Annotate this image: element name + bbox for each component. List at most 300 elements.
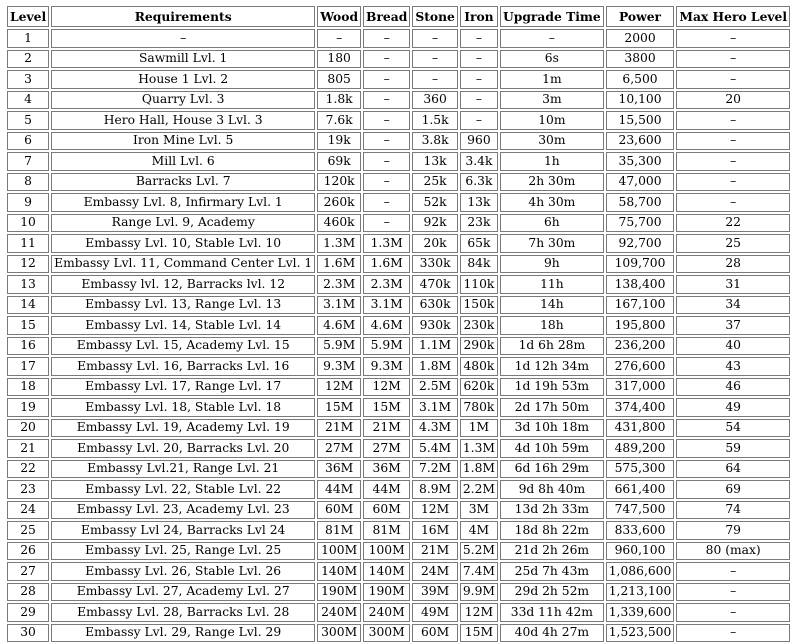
cell-requirements: Embassy Lvl. 28, Barracks Lvl. 28 bbox=[51, 603, 315, 622]
cell-iron: 9.9M bbox=[460, 583, 498, 602]
cell-requirements: Embassy Lvl. 25, Range Lvl. 25 bbox=[51, 542, 315, 561]
cell-power: 6,500 bbox=[606, 70, 675, 89]
cell-max-hero-level: 31 bbox=[676, 275, 790, 294]
cell-level: 26 bbox=[7, 542, 49, 561]
cell-max-hero-level: – bbox=[676, 132, 790, 151]
cell-iron: 110k bbox=[460, 275, 498, 294]
cell-requirements: Quarry Lvl. 3 bbox=[51, 91, 315, 110]
cell-iron: 12M bbox=[460, 603, 498, 622]
cell-max-hero-level: – bbox=[676, 624, 790, 643]
cell-stone: – bbox=[412, 29, 458, 48]
cell-iron: 780k bbox=[460, 398, 498, 417]
cell-stone: 630k bbox=[412, 296, 458, 315]
cell-max-hero-level: 59 bbox=[676, 439, 790, 458]
cell-iron: 3M bbox=[460, 501, 498, 520]
cell-requirements: Iron Mine Lvl. 5 bbox=[51, 132, 315, 151]
cell-upgrade-time: 13d 2h 33m bbox=[500, 501, 604, 520]
cell-wood: 7.6k bbox=[317, 111, 361, 130]
cell-power: 833,600 bbox=[606, 521, 675, 540]
cell-power: 276,600 bbox=[606, 357, 675, 376]
cell-iron: 1.3M bbox=[460, 439, 498, 458]
cell-level: 27 bbox=[7, 562, 49, 581]
cell-bread: 81M bbox=[363, 521, 410, 540]
cell-level: 16 bbox=[7, 337, 49, 356]
table-row bbox=[7, 521, 790, 540]
cell-level: 21 bbox=[7, 439, 49, 458]
cell-iron: 3.4k bbox=[460, 152, 498, 171]
cell-max-hero-level: 79 bbox=[676, 521, 790, 540]
cell-stone: 20k bbox=[412, 234, 458, 253]
cell-level: 5 bbox=[7, 111, 49, 130]
cell-bread: 5.9M bbox=[363, 337, 410, 356]
cell-bread: – bbox=[363, 152, 410, 171]
cell-wood: 27M bbox=[317, 439, 361, 458]
cell-max-hero-level: 54 bbox=[676, 419, 790, 438]
cell-upgrade-time: 3d 10h 18m bbox=[500, 419, 604, 438]
cell-wood: 240M bbox=[317, 603, 361, 622]
cell-level: 7 bbox=[7, 152, 49, 171]
cell-upgrade-time: 40d 4h 27m bbox=[500, 624, 604, 643]
cell-level: 12 bbox=[7, 255, 49, 274]
cell-stone: 24M bbox=[412, 562, 458, 581]
cell-wood: 1.8k bbox=[317, 91, 361, 110]
cell-bread: 36M bbox=[363, 460, 410, 479]
cell-stone: 16M bbox=[412, 521, 458, 540]
cell-iron: 2.2M bbox=[460, 480, 498, 499]
cell-stone: 360 bbox=[412, 91, 458, 110]
cell-stone: 13k bbox=[412, 152, 458, 171]
cell-max-hero-level: 46 bbox=[676, 378, 790, 397]
cell-power: 374,400 bbox=[606, 398, 675, 417]
cell-iron: – bbox=[460, 29, 498, 48]
cell-power: 489,200 bbox=[606, 439, 675, 458]
cell-level: 20 bbox=[7, 419, 49, 438]
cell-bread: 21M bbox=[363, 419, 410, 438]
cell-upgrade-time: 10m bbox=[500, 111, 604, 130]
cell-stone: 1.8M bbox=[412, 357, 458, 376]
cell-max-hero-level: 74 bbox=[676, 501, 790, 520]
cell-upgrade-time: 14h bbox=[500, 296, 604, 315]
cell-power: 75,700 bbox=[606, 214, 675, 233]
cell-upgrade-time: 2d 17h 50m bbox=[500, 398, 604, 417]
cell-requirements: Sawmill Lvl. 1 bbox=[51, 50, 315, 69]
cell-power: 2000 bbox=[606, 29, 675, 48]
cell-stone: 330k bbox=[412, 255, 458, 274]
cell-upgrade-time: – bbox=[500, 29, 604, 48]
cell-level: 23 bbox=[7, 480, 49, 499]
table-row bbox=[7, 480, 790, 499]
cell-wood: 1.6M bbox=[317, 255, 361, 274]
cell-wood: 260k bbox=[317, 193, 361, 212]
cell-iron: 5.2M bbox=[460, 542, 498, 561]
cell-iron: 23k bbox=[460, 214, 498, 233]
table-row bbox=[7, 439, 790, 458]
cell-iron: – bbox=[460, 91, 498, 110]
cell-requirements: Embassy lvl. 12, Barracks lvl. 12 bbox=[51, 275, 315, 294]
cell-stone: 1.5k bbox=[412, 111, 458, 130]
cell-max-hero-level: 69 bbox=[676, 480, 790, 499]
cell-power: 167,100 bbox=[606, 296, 675, 315]
cell-bread: – bbox=[363, 111, 410, 130]
cell-iron: 65k bbox=[460, 234, 498, 253]
cell-upgrade-time: 4d 10h 59m bbox=[500, 439, 604, 458]
cell-bread: – bbox=[363, 91, 410, 110]
cell-requirements: Embassy Lvl. 27, Academy Lvl. 27 bbox=[51, 583, 315, 602]
cell-bread: 240M bbox=[363, 603, 410, 622]
cell-stone: 930k bbox=[412, 316, 458, 335]
cell-power: 35,300 bbox=[606, 152, 675, 171]
table-row bbox=[7, 296, 790, 315]
cell-max-hero-level: – bbox=[676, 583, 790, 602]
cell-wood: 460k bbox=[317, 214, 361, 233]
cell-bread: – bbox=[363, 214, 410, 233]
cell-max-hero-level: 43 bbox=[676, 357, 790, 376]
cell-level: 6 bbox=[7, 132, 49, 151]
cell-max-hero-level: – bbox=[676, 29, 790, 48]
cell-bread: 60M bbox=[363, 501, 410, 520]
cell-stone: 21M bbox=[412, 542, 458, 561]
cell-bread: 2.3M bbox=[363, 275, 410, 294]
cell-level: 24 bbox=[7, 501, 49, 520]
cell-level: 15 bbox=[7, 316, 49, 335]
cell-max-hero-level: 34 bbox=[676, 296, 790, 315]
cell-stone: 60M bbox=[412, 624, 458, 643]
cell-max-hero-level: 80 (max) bbox=[676, 542, 790, 561]
cell-wood: 36M bbox=[317, 460, 361, 479]
cell-upgrade-time: 9d 8h 40m bbox=[500, 480, 604, 499]
column-header-power: Power bbox=[606, 6, 675, 27]
cell-upgrade-time: 4h 30m bbox=[500, 193, 604, 212]
cell-stone: 2.5M bbox=[412, 378, 458, 397]
cell-upgrade-time: 21d 2h 26m bbox=[500, 542, 604, 561]
cell-power: 747,500 bbox=[606, 501, 675, 520]
cell-requirements: Barracks Lvl. 7 bbox=[51, 173, 315, 192]
cell-level: 30 bbox=[7, 624, 49, 643]
column-header-max-hero-level: Max Hero Level bbox=[676, 6, 790, 27]
cell-bread: 100M bbox=[363, 542, 410, 561]
cell-stone: 1.1M bbox=[412, 337, 458, 356]
cell-requirements: Embassy Lvl. 14, Stable Lvl. 14 bbox=[51, 316, 315, 335]
cell-requirements: Embassy Lvl. 15, Academy Lvl. 15 bbox=[51, 337, 315, 356]
cell-wood: 9.3M bbox=[317, 357, 361, 376]
cell-stone: 4.3M bbox=[412, 419, 458, 438]
table-row bbox=[7, 193, 790, 212]
cell-bread: – bbox=[363, 50, 410, 69]
table-row bbox=[7, 91, 790, 110]
column-header-wood: Wood bbox=[317, 6, 361, 27]
table-row bbox=[7, 603, 790, 622]
cell-max-hero-level: 22 bbox=[676, 214, 790, 233]
cell-level: 13 bbox=[7, 275, 49, 294]
cell-power: 1,213,100 bbox=[606, 583, 675, 602]
cell-power: 47,000 bbox=[606, 173, 675, 192]
table-row bbox=[7, 316, 790, 335]
cell-wood: 100M bbox=[317, 542, 361, 561]
cell-upgrade-time: 2h 30m bbox=[500, 173, 604, 192]
cell-upgrade-time: 18d 8h 22m bbox=[500, 521, 604, 540]
cell-stone: 5.4M bbox=[412, 439, 458, 458]
cell-power: 10,100 bbox=[606, 91, 675, 110]
cell-bread: 4.6M bbox=[363, 316, 410, 335]
cell-bread: 140M bbox=[363, 562, 410, 581]
cell-requirements: Embassy Lvl. 17, Range Lvl. 17 bbox=[51, 378, 315, 397]
cell-level: 1 bbox=[7, 29, 49, 48]
cell-power: 109,700 bbox=[606, 255, 675, 274]
cell-wood: 190M bbox=[317, 583, 361, 602]
cell-level: 11 bbox=[7, 234, 49, 253]
table-row bbox=[7, 234, 790, 253]
cell-level: 29 bbox=[7, 603, 49, 622]
column-header-requirements: Requirements bbox=[51, 6, 315, 27]
table-row bbox=[7, 255, 790, 274]
cell-iron: 480k bbox=[460, 357, 498, 376]
cell-requirements: Hero Hall, House 3 Lvl. 3 bbox=[51, 111, 315, 130]
cell-power: 1,339,600 bbox=[606, 603, 675, 622]
header-row bbox=[7, 6, 790, 27]
cell-upgrade-time: 1d 12h 34m bbox=[500, 357, 604, 376]
cell-requirements: Embassy Lvl. 26, Stable Lvl. 26 bbox=[51, 562, 315, 581]
cell-requirements: Embassy Lvl. 20, Barracks Lvl. 20 bbox=[51, 439, 315, 458]
cell-level: 18 bbox=[7, 378, 49, 397]
table-row bbox=[7, 624, 790, 643]
cell-upgrade-time: 11h bbox=[500, 275, 604, 294]
cell-max-hero-level: 25 bbox=[676, 234, 790, 253]
cell-upgrade-time: 9h bbox=[500, 255, 604, 274]
cell-max-hero-level: 37 bbox=[676, 316, 790, 335]
cell-requirements: Range Lvl. 9, Academy bbox=[51, 214, 315, 233]
cell-max-hero-level: – bbox=[676, 70, 790, 89]
cell-stone: 12M bbox=[412, 501, 458, 520]
cell-bread: – bbox=[363, 70, 410, 89]
cell-bread: 15M bbox=[363, 398, 410, 417]
upgrade-table bbox=[5, 4, 792, 644]
column-header-iron: Iron bbox=[460, 6, 498, 27]
cell-upgrade-time: 30m bbox=[500, 132, 604, 151]
cell-iron: – bbox=[460, 50, 498, 69]
cell-requirements: Embassy Lvl. 23, Academy Lvl. 23 bbox=[51, 501, 315, 520]
cell-upgrade-time: 6d 16h 29m bbox=[500, 460, 604, 479]
cell-stone: 470k bbox=[412, 275, 458, 294]
cell-iron: 7.4M bbox=[460, 562, 498, 581]
cell-max-hero-level: – bbox=[676, 603, 790, 622]
cell-level: 3 bbox=[7, 70, 49, 89]
table-row bbox=[7, 562, 790, 581]
cell-level: 14 bbox=[7, 296, 49, 315]
cell-requirements: Embassy Lvl. 10, Stable Lvl. 10 bbox=[51, 234, 315, 253]
cell-iron: 13k bbox=[460, 193, 498, 212]
table-row bbox=[7, 398, 790, 417]
cell-wood: 19k bbox=[317, 132, 361, 151]
cell-wood: 805 bbox=[317, 70, 361, 89]
cell-wood: 81M bbox=[317, 521, 361, 540]
cell-level: 4 bbox=[7, 91, 49, 110]
cell-level: 9 bbox=[7, 193, 49, 212]
cell-requirements: Embassy Lvl. 13, Range Lvl. 13 bbox=[51, 296, 315, 315]
cell-max-hero-level: – bbox=[676, 193, 790, 212]
cell-requirements: Embassy Lvl 24, Barracks Lvl 24 bbox=[51, 521, 315, 540]
cell-upgrade-time: 3m bbox=[500, 91, 604, 110]
cell-stone: 39M bbox=[412, 583, 458, 602]
cell-stone: 25k bbox=[412, 173, 458, 192]
cell-max-hero-level: 20 bbox=[676, 91, 790, 110]
cell-iron: 960 bbox=[460, 132, 498, 151]
cell-wood: 3.1M bbox=[317, 296, 361, 315]
cell-bread: 44M bbox=[363, 480, 410, 499]
cell-iron: 620k bbox=[460, 378, 498, 397]
cell-iron: 1.8M bbox=[460, 460, 498, 479]
cell-power: 15,500 bbox=[606, 111, 675, 130]
cell-iron: 84k bbox=[460, 255, 498, 274]
cell-requirements: Embassy Lvl. 29, Range Lvl. 29 bbox=[51, 624, 315, 643]
cell-iron: 290k bbox=[460, 337, 498, 356]
cell-wood: 15M bbox=[317, 398, 361, 417]
cell-requirements: Embassy Lvl. 22, Stable Lvl. 22 bbox=[51, 480, 315, 499]
cell-wood: 180 bbox=[317, 50, 361, 69]
cell-power: 431,800 bbox=[606, 419, 675, 438]
cell-bread: – bbox=[363, 193, 410, 212]
table-row bbox=[7, 275, 790, 294]
cell-stone: 3.8k bbox=[412, 132, 458, 151]
cell-max-hero-level: 28 bbox=[676, 255, 790, 274]
cell-power: 960,100 bbox=[606, 542, 675, 561]
cell-max-hero-level: 64 bbox=[676, 460, 790, 479]
cell-power: 575,300 bbox=[606, 460, 675, 479]
cell-bread: 190M bbox=[363, 583, 410, 602]
table-row bbox=[7, 337, 790, 356]
table-row bbox=[7, 173, 790, 192]
cell-bread: – bbox=[363, 173, 410, 192]
cell-stone: 8.9M bbox=[412, 480, 458, 499]
cell-level: 28 bbox=[7, 583, 49, 602]
cell-wood: 4.6M bbox=[317, 316, 361, 335]
cell-level: 10 bbox=[7, 214, 49, 233]
table-row bbox=[7, 419, 790, 438]
cell-wood: 140M bbox=[317, 562, 361, 581]
cell-max-hero-level: – bbox=[676, 111, 790, 130]
cell-wood: 2.3M bbox=[317, 275, 361, 294]
table-row bbox=[7, 583, 790, 602]
cell-bread: – bbox=[363, 29, 410, 48]
cell-level: 22 bbox=[7, 460, 49, 479]
cell-requirements: – bbox=[51, 29, 315, 48]
table-row bbox=[7, 70, 790, 89]
cell-level: 17 bbox=[7, 357, 49, 376]
column-header-upgrade-time: Upgrade Time bbox=[500, 6, 604, 27]
table-body bbox=[7, 29, 790, 642]
cell-power: 1,523,500 bbox=[606, 624, 675, 643]
table-row bbox=[7, 378, 790, 397]
cell-bread: 9.3M bbox=[363, 357, 410, 376]
table-row bbox=[7, 501, 790, 520]
cell-max-hero-level: – bbox=[676, 50, 790, 69]
table-row bbox=[7, 357, 790, 376]
cell-stone: – bbox=[412, 70, 458, 89]
cell-iron: 6.3k bbox=[460, 173, 498, 192]
table-row bbox=[7, 460, 790, 479]
cell-upgrade-time: 33d 11h 42m bbox=[500, 603, 604, 622]
cell-requirements: House 1 Lvl. 2 bbox=[51, 70, 315, 89]
cell-iron: 150k bbox=[460, 296, 498, 315]
cell-iron: 230k bbox=[460, 316, 498, 335]
cell-iron: 1M bbox=[460, 419, 498, 438]
cell-requirements: Embassy Lvl. 11, Command Center Lvl. 1 bbox=[51, 255, 315, 274]
cell-wood: 21M bbox=[317, 419, 361, 438]
cell-iron: 15M bbox=[460, 624, 498, 643]
cell-upgrade-time: 6h bbox=[500, 214, 604, 233]
cell-upgrade-time: 25d 7h 43m bbox=[500, 562, 604, 581]
cell-requirements: Mill Lvl. 6 bbox=[51, 152, 315, 171]
cell-requirements: Embassy Lvl. 18, Stable Lvl. 18 bbox=[51, 398, 315, 417]
table-row bbox=[7, 152, 790, 171]
cell-wood: 12M bbox=[317, 378, 361, 397]
cell-requirements: Embassy Lvl. 16, Barracks Lvl. 16 bbox=[51, 357, 315, 376]
cell-iron: – bbox=[460, 70, 498, 89]
cell-requirements: Embassy Lvl.21, Range Lvl. 21 bbox=[51, 460, 315, 479]
cell-upgrade-time: 1d 19h 53m bbox=[500, 378, 604, 397]
cell-requirements: Embassy Lvl. 19, Academy Lvl. 19 bbox=[51, 419, 315, 438]
cell-stone: 49M bbox=[412, 603, 458, 622]
cell-max-hero-level: 49 bbox=[676, 398, 790, 417]
cell-wood: 5.9M bbox=[317, 337, 361, 356]
cell-wood: 60M bbox=[317, 501, 361, 520]
cell-power: 236,200 bbox=[606, 337, 675, 356]
cell-wood: 69k bbox=[317, 152, 361, 171]
table-row bbox=[7, 29, 790, 48]
cell-stone: 92k bbox=[412, 214, 458, 233]
cell-power: 317,000 bbox=[606, 378, 675, 397]
cell-upgrade-time: 18h bbox=[500, 316, 604, 335]
cell-stone: – bbox=[412, 50, 458, 69]
cell-upgrade-time: 1d 6h 28m bbox=[500, 337, 604, 356]
cell-power: 3800 bbox=[606, 50, 675, 69]
table-row bbox=[7, 132, 790, 151]
cell-stone: 7.2M bbox=[412, 460, 458, 479]
cell-max-hero-level: 40 bbox=[676, 337, 790, 356]
cell-wood: 120k bbox=[317, 173, 361, 192]
cell-power: 138,400 bbox=[606, 275, 675, 294]
cell-power: 661,400 bbox=[606, 480, 675, 499]
cell-power: 23,600 bbox=[606, 132, 675, 151]
cell-power: 195,800 bbox=[606, 316, 675, 335]
cell-bread: 300M bbox=[363, 624, 410, 643]
cell-power: 92,700 bbox=[606, 234, 675, 253]
column-header-bread: Bread bbox=[363, 6, 410, 27]
table-row bbox=[7, 111, 790, 130]
cell-level: 2 bbox=[7, 50, 49, 69]
cell-level: 19 bbox=[7, 398, 49, 417]
cell-stone: 52k bbox=[412, 193, 458, 212]
cell-bread: – bbox=[363, 132, 410, 151]
cell-upgrade-time: 29d 2h 52m bbox=[500, 583, 604, 602]
column-header-stone: Stone bbox=[412, 6, 458, 27]
table-row bbox=[7, 542, 790, 561]
cell-power: 58,700 bbox=[606, 193, 675, 212]
table-row bbox=[7, 214, 790, 233]
cell-bread: 1.6M bbox=[363, 255, 410, 274]
cell-level: 25 bbox=[7, 521, 49, 540]
cell-stone: 3.1M bbox=[412, 398, 458, 417]
cell-max-hero-level: – bbox=[676, 173, 790, 192]
cell-bread: 12M bbox=[363, 378, 410, 397]
cell-bread: 27M bbox=[363, 439, 410, 458]
cell-iron: 4M bbox=[460, 521, 498, 540]
cell-upgrade-time: 1m bbox=[500, 70, 604, 89]
cell-bread: 1.3M bbox=[363, 234, 410, 253]
cell-requirements: Embassy Lvl. 8, Infirmary Lvl. 1 bbox=[51, 193, 315, 212]
cell-level: 8 bbox=[7, 173, 49, 192]
column-header-level: Level bbox=[7, 6, 49, 27]
cell-wood: 1.3M bbox=[317, 234, 361, 253]
